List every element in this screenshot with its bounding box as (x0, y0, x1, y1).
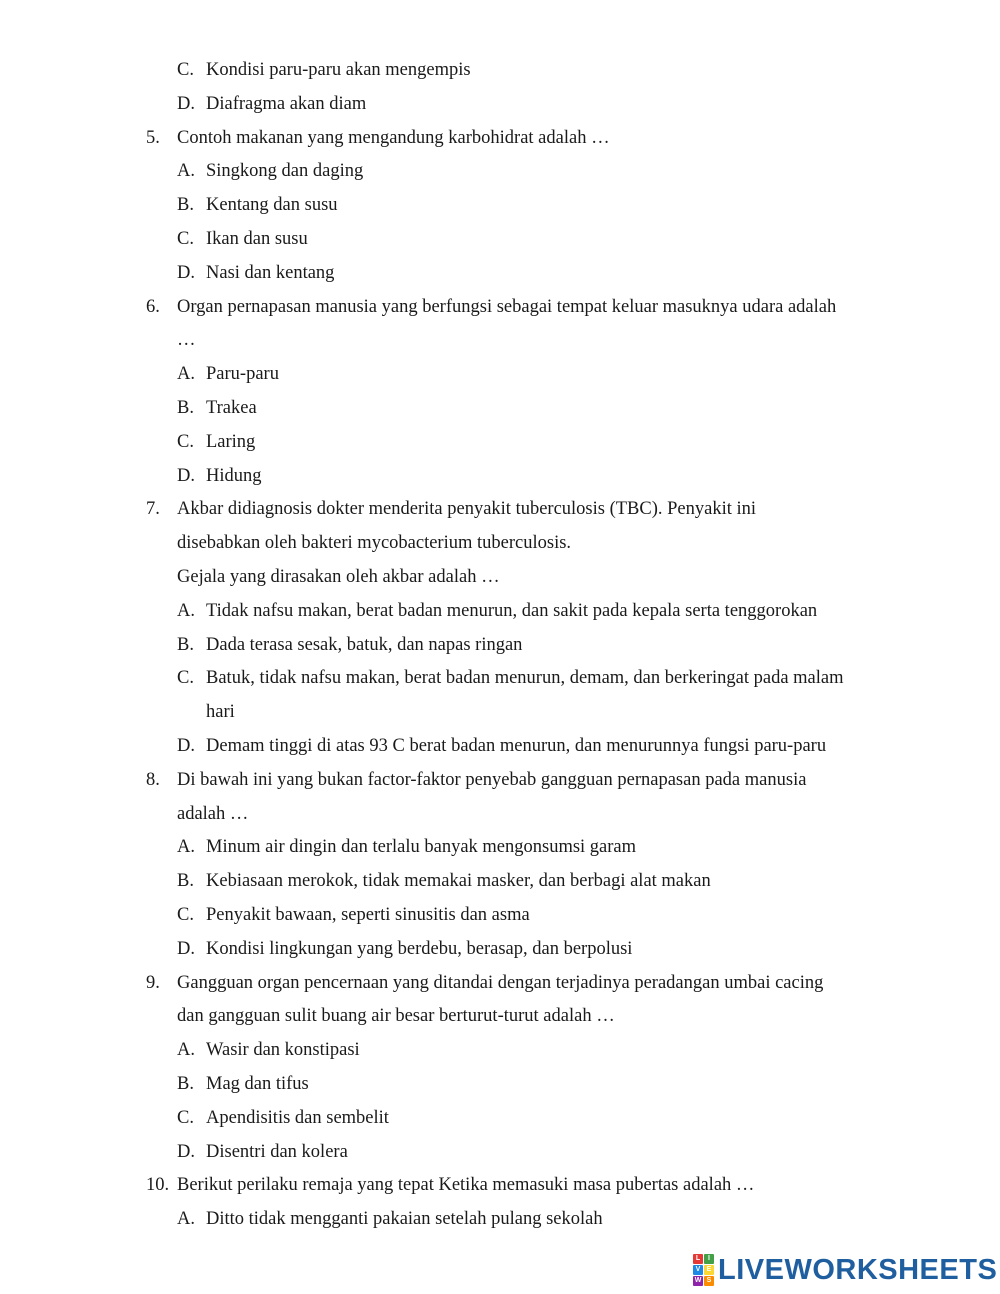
answer-option[interactable]: Batuk, tidak nafsu makan, berat badan menurun, demam, dan berkeringat pada malam (206, 668, 844, 689)
answer-option[interactable]: Ikan dan susu (206, 229, 308, 249)
option-letter: A. (177, 364, 195, 385)
question-text: disebabkan oleh bakteri mycobacterium tuberculosis. (177, 533, 572, 554)
answer-option[interactable]: Hidung (206, 465, 262, 486)
option-letter: C. (177, 1107, 194, 1128)
question-text: … (177, 330, 196, 351)
answer-option[interactable]: Demam tinggi di atas 93 C berat badan menurun, dan menurunnya fungsi paru-paru (206, 736, 827, 756)
answer-option[interactable]: Kondisi paru-paru akan mengempis (206, 60, 471, 80)
answer-option[interactable]: Wasir dan konstipasi (206, 1040, 360, 1061)
answer-option[interactable]: Apendisitis dan sembelit (206, 1107, 389, 1128)
question-text: Di bawah ini yang bukan factor-faktor penyebab gangguan pernapasan pada manusia (177, 769, 807, 790)
option-letter: B. (177, 398, 194, 418)
answer-option[interactable]: Laring (206, 431, 256, 452)
liveworksheets-logo[interactable] (693, 1255, 997, 1285)
answer-option[interactable]: Nasi dan kentang (206, 262, 335, 283)
question-text: Akbar didiagnosis dokter menderita penyakit tuberculosis (TBC). Penyakit ini (177, 499, 757, 520)
answer-option[interactable]: Kondisi lingkungan yang berdebu, berasap, dan berpolusi (206, 938, 633, 959)
logo-tile: W (694, 1277, 702, 1284)
logo-tile: V (693, 1265, 703, 1275)
question-number: 7. (146, 499, 160, 520)
option-letter: C. (177, 229, 194, 249)
option-letter: D. (177, 465, 195, 486)
question-number: 9. (146, 972, 160, 993)
answer-option[interactable]: Dada terasa sesak, batuk, dan napas ringan (206, 634, 523, 655)
option-letter: C. (177, 60, 194, 80)
question-text: Gejala yang dirasakan oleh akbar adalah … (177, 567, 500, 587)
option-letter: D. (177, 1141, 195, 1162)
option-letter: C. (177, 905, 194, 925)
option-letter: D. (177, 938, 195, 959)
option-letter: B. (177, 1074, 194, 1094)
question-text: Organ pernapasan manusia yang berfungsi sebagai tempat keluar masuknya udara adalah (177, 296, 837, 317)
answer-option[interactable]: Mag dan tifus (206, 1074, 309, 1094)
option-letter: D. (177, 736, 195, 756)
answer-option[interactable]: Diafragma akan diam (206, 93, 367, 114)
logo-tile: L (693, 1254, 703, 1264)
question-number: 8. (146, 769, 160, 790)
answer-option[interactable]: Kentang dan susu (206, 195, 338, 216)
logo-tile: E (704, 1265, 714, 1275)
liveworksheets-logo-icon (693, 1254, 714, 1286)
answer-option[interactable]: Trakea (206, 398, 257, 418)
question-text: adalah … (177, 803, 249, 824)
answer-option[interactable]: Minum air dingin dan terlalu banyak mengonsumsi garam (206, 837, 637, 858)
option-letter: C. (177, 668, 194, 689)
question-text: dan gangguan sulit buang air besar berturut-turut adalah … (177, 1006, 615, 1027)
option-letter: D. (177, 93, 195, 114)
question-text: Contoh makanan yang mengandung karbohidrat adalah … (177, 127, 610, 148)
answer-option[interactable]: Tidak nafsu makan, berat badan menurun, dan sakit pada kepala serta tenggorokan (206, 600, 818, 621)
option-letter: A. (177, 837, 195, 858)
question-text: Berikut perilaku remaja yang tepat Ketika memasuki masa pubertas adalah … (177, 1175, 755, 1196)
logo-text: LIVEWORKSHEETS (718, 1253, 998, 1286)
option-letter: A. (177, 1040, 195, 1061)
option-letter: C. (177, 431, 194, 452)
answer-option[interactable]: Kebiasaan merokok, tidak memakai masker, dan berbagi alat makan (206, 871, 711, 892)
question-number: 5. (146, 127, 160, 148)
answer-option[interactable]: hari (206, 702, 235, 723)
question-number: 6. (146, 296, 160, 317)
option-letter: A. (177, 1209, 195, 1230)
option-letter: B. (177, 634, 194, 655)
question-number: 10. (146, 1175, 170, 1196)
option-letter: A. (177, 161, 195, 182)
answer-option[interactable]: Ditto tidak mengganti pakaian setelah pulang sekolah (206, 1209, 603, 1230)
question-text: Gangguan organ pencernaan yang ditandai dengan terjadinya peradangan umbai cacing (177, 972, 824, 993)
answer-option[interactable]: Paru-paru (206, 364, 279, 385)
answer-option[interactable]: Singkong dan daging (206, 161, 364, 182)
option-letter: A. (177, 600, 195, 621)
logo-tile: S (704, 1276, 714, 1286)
logo-tile: I (704, 1254, 714, 1264)
answer-option[interactable]: Penyakit bawaan, seperti sinusitis dan asma (206, 905, 530, 925)
option-letter: D. (177, 262, 195, 283)
option-letter: B. (177, 871, 194, 892)
answer-option[interactable]: Disentri dan kolera (206, 1141, 348, 1162)
option-letter: B. (177, 195, 194, 216)
